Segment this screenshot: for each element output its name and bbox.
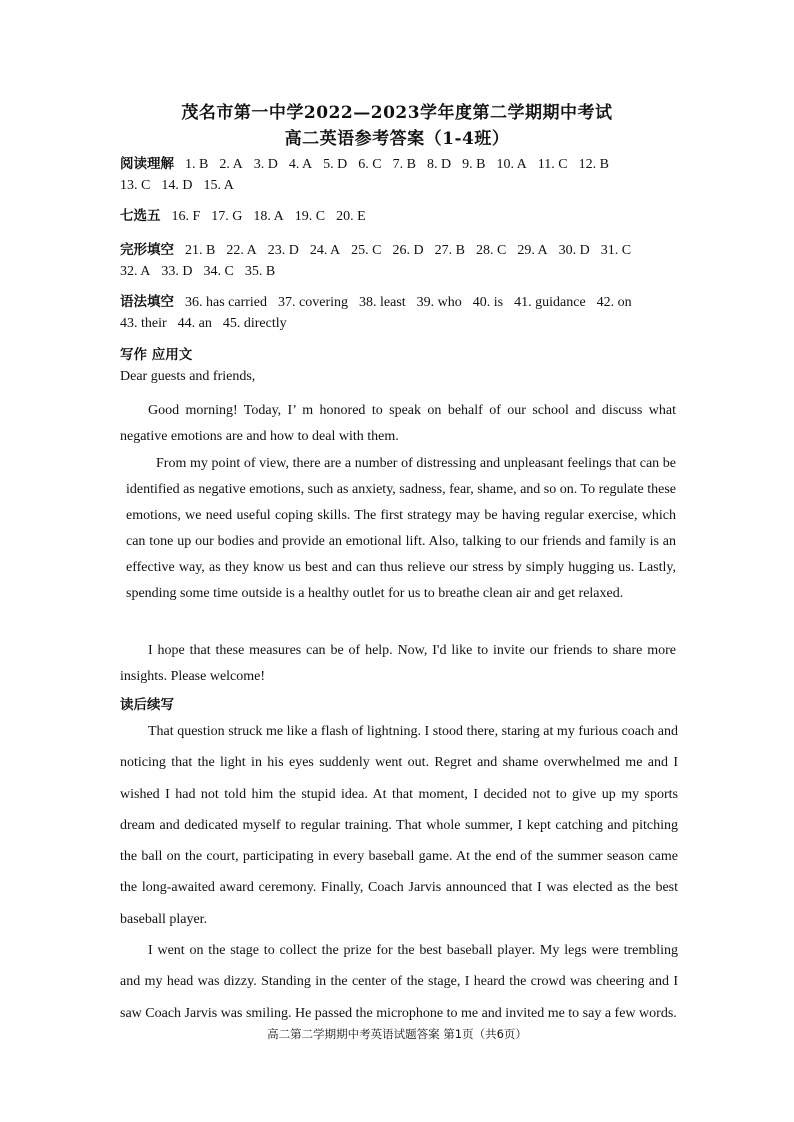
answer-item: 45. directly [222,316,287,331]
answer-item: 22. A [226,243,257,258]
answer-item: 8. D [426,157,452,172]
answer-item: 38. least [359,295,406,310]
answer-item: 31. C [600,243,632,258]
page-footer: 高二第二学期期中考英语试题答案 第1页（共6页） [267,1027,527,1041]
continuation-heading: 读后续写 [120,697,174,713]
letter-paragraph-3: I hope that these measures can be of help. Now, I'd like to invite our friends to share more insights. Please welcome! [120,643,676,684]
answer-item: 25. C [351,243,382,258]
answer-item: 5. D [323,157,348,172]
answer-item: 1. B [185,157,209,172]
answer-item: 29. A [517,243,548,258]
answer-item: 37. covering [278,295,349,310]
letter-salutation: Dear guests and friends, [120,369,256,384]
letter-paragraph-1: Good morning! Today, I’ m honored to speak on behalf of our school and discuss what negative emotions are and how to deal with them. [120,403,676,444]
cloze-answers-row-1 [120,238,642,259]
grammar-label: 语法填空 [120,294,174,310]
answer-item: 40. is [472,295,504,310]
reading-label: 阅读理解 [120,156,174,172]
answer-item: 32. A [120,264,151,279]
writing-heading: 写作 应用文 [120,347,193,363]
answer-item: 43. their [120,316,167,331]
answer-item: 41. guidance [514,295,586,310]
answer-item: 16. F [171,209,201,224]
exam-subtitle: 高二英语参考答案（1-4班） [284,129,510,149]
answer-item: 17. G [211,209,243,224]
answer-item: 44. an [177,316,212,331]
answer-item: 27. B [434,243,465,258]
seven-choose-five-answers [120,204,377,225]
answer-item: 39. who [416,295,462,310]
answer-item: 6. C [358,157,382,172]
answer-item: 35. B [244,264,276,279]
answer-item: 21. B [185,243,216,258]
answer-item: 34. C [203,264,234,279]
reading-answers-row-2 [120,178,245,194]
answer-item: 33. D [161,264,193,279]
answer-item: 11. C [537,157,568,172]
answer-item: 42. on [596,295,632,310]
answer-item: 2. A [219,157,243,172]
answer-item: 30. D [558,243,590,258]
answer-item: 28. C [475,243,507,258]
answer-item: 23. D [267,243,299,258]
answer-item: 26. D [392,243,424,258]
answer-item: 18. A [253,209,284,224]
answer-item: 20. E [336,209,366,224]
grammar-answers-row-2 [120,316,298,332]
answer-item: 15. A [203,178,234,193]
answer-item: 14. D [161,178,193,193]
answer-item: 7. B [392,157,416,172]
story-paragraph-1: That question struck me like a flash of lightning. I stood there, staring at my furious coach and noticing that the light in his eyes suddenly went out. Regret and shame overwhelmed me and I wished I had not told him the stupid idea. At that moment, I decided not to give up my sports dream and dedicated myself to regular training. That whole summer, I kept catching and pitching the ball on the court, participating in every baseball game. At the end of the summer season came the long-awaited award ceremony. Finally, Coach Jarvis announced that I was elected as the best baseball player. [120,724,678,927]
letter-paragraph-2: From my point of view, there are a number of distressing and unpleasant feelings that can be identified as negative emotions, such as anxiety, sadness, fear, shame, and so on. To regulate these emotions, we need useful coping skills. The first strategy may be having regular exercise, which can tone up our bodies and provide an emotional lift. Also, talking to our friends and family is an effective way, as they know us best and can thus relieve our stress by simply hugging us. Lastly, spending some time outside is a healthy outlet for us to breathe clean air and get relaxed. [126,456,676,601]
cloze-answers-row-2 [120,264,286,280]
answer-item: 13. C [120,178,151,193]
answer-item: 19. C [294,209,326,224]
story-paragraph-2: I went on the stage to collect the prize for the best baseball player. My legs were trembling and my head was dizzy. Standing in the center of the stage, I heard the crowd was cheering and I saw Coach Jarvis was smiling. He passed the microphone to me and invited me to say a few words. [120,943,678,1021]
exam-title: 茂名市第一中学2022—2023学年度第二学期期中考试 [181,103,613,123]
cloze-label: 完形填空 [120,242,174,258]
seven-choose-five-label: 七选五 [120,208,161,224]
grammar-answers-row-1 [120,290,643,311]
answer-item: 4. A [288,157,313,172]
answer-item: 3. D [253,157,278,172]
answer-item: 12. B [578,157,609,172]
answer-item: 9. B [462,157,486,172]
reading-answers-row-1 [120,152,620,173]
answer-item: 24. A [309,243,341,258]
answer-item: 10. A [496,157,527,172]
answer-item: 36. has carried [185,295,268,310]
